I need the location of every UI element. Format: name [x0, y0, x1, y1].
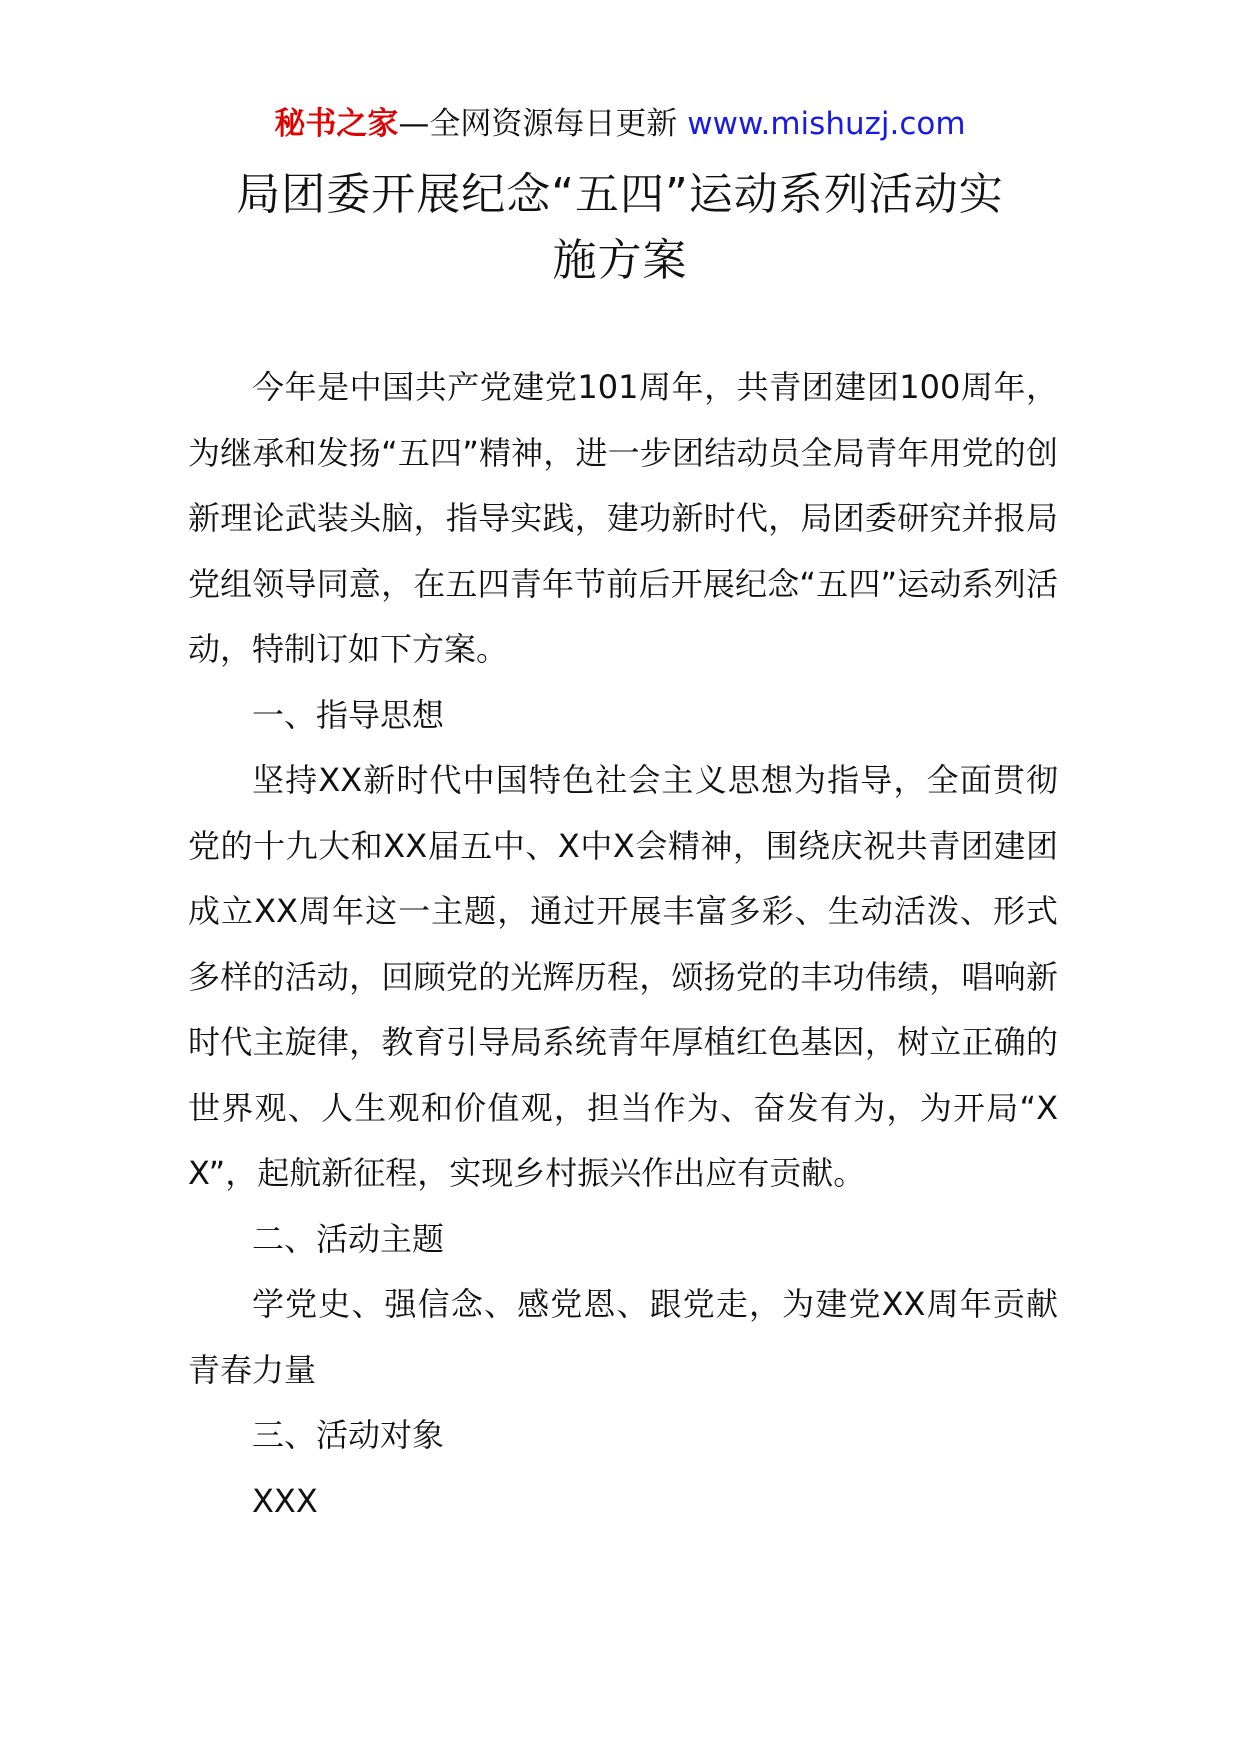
document-title — [190, 162, 1050, 294]
title-line-1: 局团委开展纪念“五四”运动系列活动实 — [236, 169, 1004, 220]
header-tagline: —全网资源每日更新 — [398, 106, 678, 142]
activity-target-paragraph: XXX — [252, 1481, 318, 1520]
document-body — [188, 355, 1058, 1534]
site-header — [0, 102, 1240, 146]
section-heading-activity-target: 三、活动对象 — [252, 1416, 445, 1454]
brand-name: 秘书之家 — [274, 106, 399, 142]
title-line-2: 施方案 — [552, 235, 688, 286]
guiding-ideology-paragraph: 坚持XX新时代中国特色社会主义思想为指导，全面贯彻党的十九大和XX届五中、X中X会精神，围绕庆祝共青团建团成立XX周年这一主题，通过开展丰富多彩、生动活泼、形式多样的活动，回顾党的光辉历程，颂扬党的丰功伟绩，唱响新时代主旋律，教育引导局系统青年厚植红色基因，树立正确的世界观、人生观和价值观，担当作为、奋发有为，为开局“XX”，起航新征程，实现乡村振兴作出应有贡献。 — [188, 761, 1058, 1192]
intro-paragraph: 今年是中国共产党建党101周年，共青团建团100周年，为继承和发扬“五四”精神，进一步团结动员全局青年用党的创新理论武装头脑，指导实践，建功新时代，局团委研究并报局党组领导同意，在五四青年节前后开展纪念“五四”运动系列活动，特制订如下方案。 — [188, 368, 1058, 668]
activity-theme-paragraph: 学党史、强信念、感党恩、跟党走，为建党XX周年贡献青春力量 — [188, 1285, 1058, 1389]
section-heading-guiding-ideology: 一、指导思想 — [252, 695, 445, 734]
site-url-link[interactable]: www.mishuzj.com — [687, 106, 966, 142]
section-heading-activity-theme: 二、活动主题 — [252, 1219, 445, 1258]
